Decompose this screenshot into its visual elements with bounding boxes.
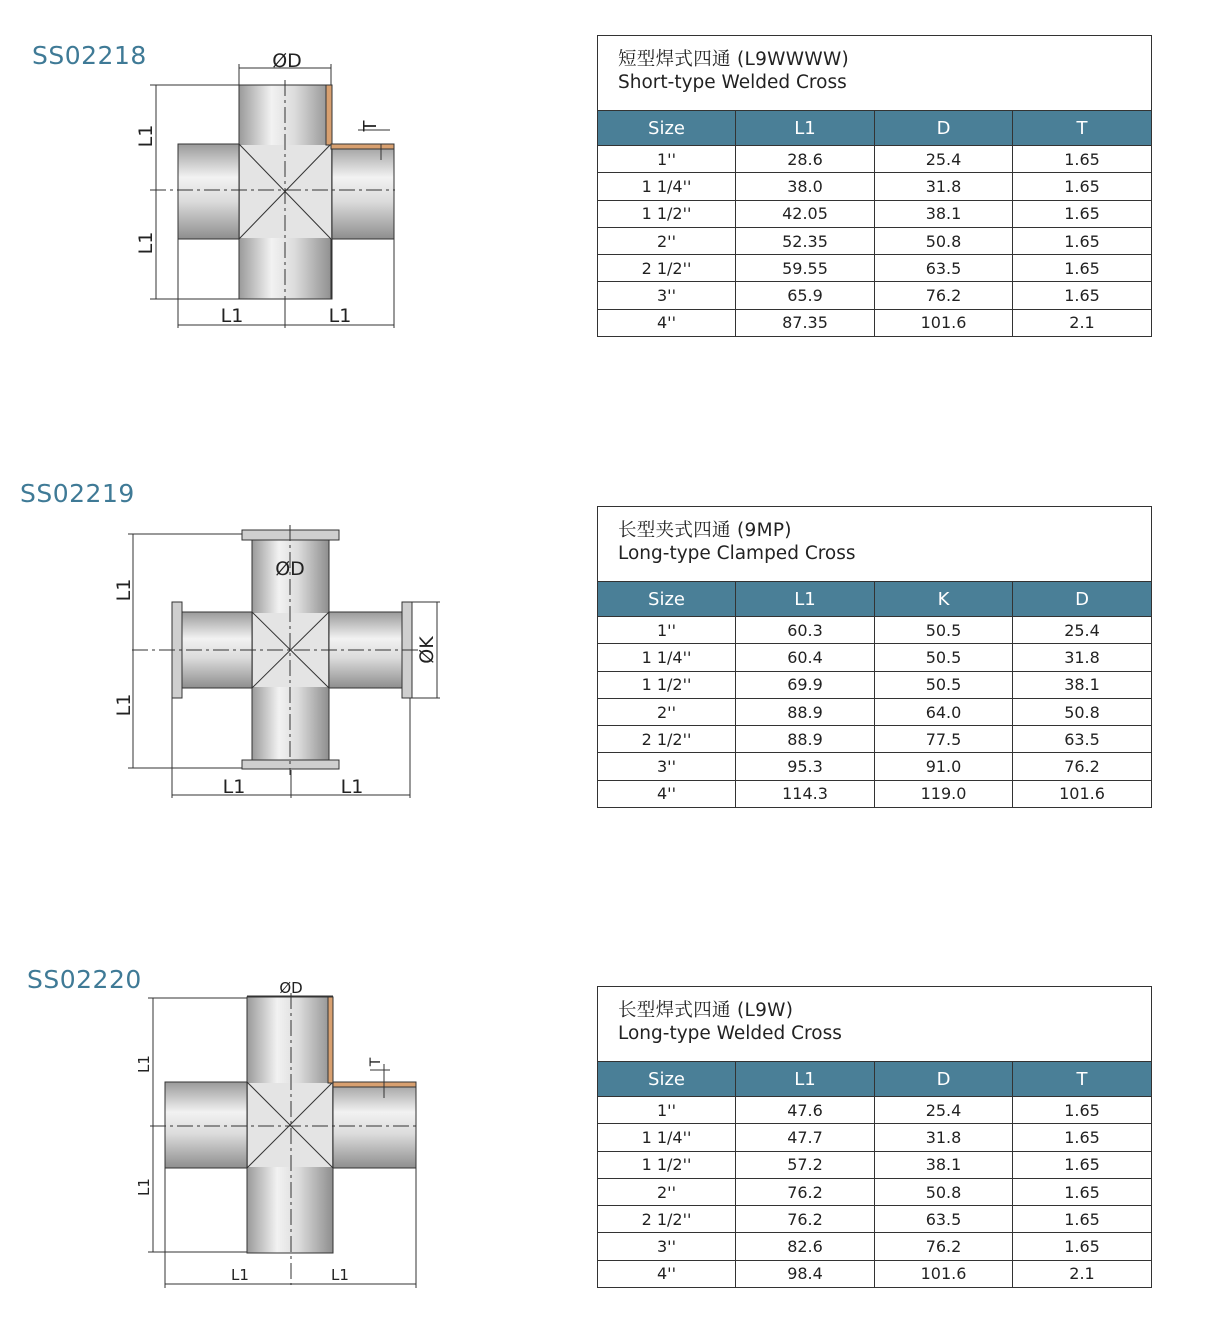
table-cell: 38.1 bbox=[1064, 675, 1100, 695]
table-cell: 2'' bbox=[598, 1179, 736, 1205]
table-cell: 76.2 bbox=[736, 1206, 875, 1232]
table-cell: 50.5 bbox=[875, 644, 1013, 670]
table-row bbox=[598, 1124, 1151, 1151]
table-cell: 2 1/2'' bbox=[598, 1206, 736, 1232]
table-cell: 76.2 bbox=[1064, 757, 1100, 777]
table-cell: 95.3 bbox=[736, 753, 875, 779]
table-cell: 87.35 bbox=[736, 310, 875, 336]
table-cell: 82.6 bbox=[736, 1233, 875, 1259]
table-cell: 1'' bbox=[598, 146, 736, 172]
table-row bbox=[598, 1206, 1151, 1233]
table-row bbox=[598, 644, 1151, 671]
table-cell: 38.0 bbox=[736, 173, 875, 199]
table-cell: 1.65 bbox=[1064, 204, 1100, 224]
table-row bbox=[598, 1179, 1151, 1206]
table-cell: 2 1/2'' bbox=[598, 255, 736, 281]
table-cell: 4'' bbox=[598, 1261, 736, 1287]
table-cell: 101.6 bbox=[875, 1261, 1013, 1287]
table-cell: 1.65 bbox=[1064, 1209, 1100, 1229]
table-cell: 63.5 bbox=[875, 1206, 1013, 1232]
table-header bbox=[598, 1061, 1151, 1097]
table-row bbox=[598, 282, 1151, 309]
table-title-en: Long-type Welded Cross bbox=[618, 1023, 842, 1044]
table-cell: 63.5 bbox=[1064, 729, 1100, 749]
table-row bbox=[598, 1152, 1151, 1179]
table-cell: 1.65 bbox=[1064, 258, 1100, 278]
header-cell: Size bbox=[598, 111, 736, 145]
table-cell: 47.6 bbox=[736, 1097, 875, 1123]
table-body bbox=[598, 1097, 1151, 1287]
table-cell: 76.2 bbox=[736, 1179, 875, 1205]
table-cell: 1.65 bbox=[1064, 286, 1100, 306]
table-row bbox=[598, 699, 1151, 726]
table-row bbox=[598, 726, 1151, 753]
length-label-1c: L1 bbox=[220, 305, 244, 327]
table-cell: 1.65 bbox=[1064, 1155, 1100, 1175]
table-cell: 119.0 bbox=[875, 781, 1013, 807]
table-cell: 91.0 bbox=[875, 753, 1013, 779]
table-cell: 1 1/4'' bbox=[598, 644, 736, 670]
table-cell: 60.4 bbox=[736, 644, 875, 670]
length-label-2c: L1 bbox=[222, 776, 246, 798]
table-row bbox=[598, 753, 1151, 780]
length-label-1d: L1 bbox=[328, 305, 352, 327]
header-cell: T bbox=[1076, 117, 1088, 139]
table-cell: 114.3 bbox=[736, 781, 875, 807]
table-cell: 2.1 bbox=[1069, 1264, 1095, 1284]
table-cell: 98.4 bbox=[736, 1261, 875, 1287]
table-cell: 50.8 bbox=[875, 228, 1013, 254]
table-body bbox=[598, 617, 1151, 807]
header-cell: Size bbox=[598, 582, 736, 616]
header-cell: L1 bbox=[736, 582, 875, 616]
table-cell: 38.1 bbox=[875, 1152, 1013, 1178]
table-cell: 50.8 bbox=[1064, 702, 1100, 722]
table-cell: 50.5 bbox=[875, 672, 1013, 698]
table-cell: 31.8 bbox=[1064, 647, 1100, 667]
table-cell: 3'' bbox=[598, 753, 736, 779]
table-body bbox=[598, 146, 1151, 336]
table-cell: 1'' bbox=[598, 1097, 736, 1123]
table-cell: 2.1 bbox=[1069, 313, 1095, 333]
table-cell: 88.9 bbox=[736, 699, 875, 725]
table-cell: 47.7 bbox=[736, 1124, 875, 1150]
header-cell: D bbox=[1075, 588, 1089, 610]
table-cell: 63.5 bbox=[875, 255, 1013, 281]
table-cell: 1.65 bbox=[1064, 1127, 1100, 1147]
table-title-cn: 长型焊式四通 (L9W) bbox=[618, 1000, 794, 1021]
table-cell: 3'' bbox=[598, 1233, 736, 1259]
table-cell: 1 1/4'' bbox=[598, 1124, 736, 1150]
table-row bbox=[598, 228, 1151, 255]
length-label-3d: L1 bbox=[331, 1266, 349, 1284]
table-cell: 25.4 bbox=[875, 1097, 1013, 1123]
table-row bbox=[598, 781, 1151, 807]
table-cell: 69.9 bbox=[736, 672, 875, 698]
length-label-1a: L1 bbox=[135, 124, 157, 148]
table-cell: 1.65 bbox=[1064, 231, 1100, 251]
table-row bbox=[598, 1097, 1151, 1124]
table-cell: 1 1/2'' bbox=[598, 672, 736, 698]
table-row bbox=[598, 1233, 1151, 1260]
length-label-3c: L1 bbox=[231, 1266, 249, 1284]
product-code-1: SS02218 bbox=[32, 41, 147, 70]
table-row bbox=[598, 201, 1151, 228]
table-cell: 25.4 bbox=[875, 146, 1013, 172]
table-title-1 bbox=[598, 36, 1151, 98]
table-cell: 88.9 bbox=[736, 726, 875, 752]
table-cell: 64.0 bbox=[875, 699, 1013, 725]
table-cell: 38.1 bbox=[875, 201, 1013, 227]
table-cell: 65.9 bbox=[736, 282, 875, 308]
diameter-label-3: ØD bbox=[279, 979, 303, 997]
table-title-en: Long-type Clamped Cross bbox=[618, 543, 856, 564]
table-row bbox=[598, 672, 1151, 699]
table-title-cn: 长型夹式四通 (9MP) bbox=[618, 520, 792, 541]
diameter-label-1: ØD bbox=[272, 50, 302, 72]
thickness-label-3: T bbox=[368, 1057, 384, 1067]
diameter-label-2: ØD bbox=[275, 558, 305, 580]
table-cell: 1 1/4'' bbox=[598, 173, 736, 199]
table-cell: 1 1/2'' bbox=[598, 201, 736, 227]
table-cell: 1'' bbox=[598, 617, 736, 643]
cross-drawing-short-welded bbox=[150, 64, 395, 328]
length-label-2a: L1 bbox=[113, 578, 135, 602]
header-cell: T bbox=[1076, 1068, 1088, 1090]
table-cell: 101.6 bbox=[1059, 784, 1105, 804]
table-cell: 1.65 bbox=[1064, 149, 1100, 169]
header-cell: D bbox=[875, 111, 1013, 145]
table-cell: 2 1/2'' bbox=[598, 726, 736, 752]
table-cell: 1 1/2'' bbox=[598, 1152, 736, 1178]
table-cell: 50.8 bbox=[875, 1179, 1013, 1205]
table-row bbox=[598, 1261, 1151, 1287]
table-cell: 1.65 bbox=[1064, 1100, 1100, 1120]
table-title-en: Short-type Welded Cross bbox=[618, 72, 847, 93]
product-code-3: SS02220 bbox=[27, 965, 142, 994]
table-cell: 57.2 bbox=[736, 1152, 875, 1178]
table-cell: 4'' bbox=[598, 781, 736, 807]
table-title-2 bbox=[598, 507, 1151, 569]
table-cell: 76.2 bbox=[875, 282, 1013, 308]
length-label-2d: L1 bbox=[340, 776, 364, 798]
header-cell: Size bbox=[598, 1062, 736, 1096]
table-cell: 76.2 bbox=[875, 1233, 1013, 1259]
table-title-cn: 短型焊式四通 (L9WWWW) bbox=[618, 49, 850, 70]
length-label-3a: L1 bbox=[135, 1055, 153, 1073]
table-cell: 101.6 bbox=[875, 310, 1013, 336]
spec-table-2 bbox=[597, 506, 1152, 808]
spec-table-3 bbox=[597, 986, 1152, 1288]
thickness-label-1: T bbox=[360, 120, 381, 132]
table-cell: 28.6 bbox=[736, 146, 875, 172]
table-cell: 4'' bbox=[598, 310, 736, 336]
length-label-2b: L1 bbox=[113, 693, 135, 717]
table-cell: 31.8 bbox=[875, 1124, 1013, 1150]
table-cell: 52.35 bbox=[736, 228, 875, 254]
table-cell: 59.55 bbox=[736, 255, 875, 281]
header-cell: D bbox=[875, 1062, 1013, 1096]
table-cell: 2'' bbox=[598, 699, 736, 725]
table-cell: 42.05 bbox=[736, 201, 875, 227]
table-row bbox=[598, 146, 1151, 173]
length-label-1b: L1 bbox=[135, 231, 157, 255]
table-row bbox=[598, 617, 1151, 644]
table-row bbox=[598, 255, 1151, 282]
product-code-2: SS02219 bbox=[20, 479, 135, 508]
table-cell: 1.65 bbox=[1064, 1237, 1100, 1257]
header-cell: L1 bbox=[736, 111, 875, 145]
table-cell: 25.4 bbox=[1064, 620, 1100, 640]
table-cell: 3'' bbox=[598, 282, 736, 308]
table-title-3 bbox=[598, 987, 1151, 1049]
table-cell: 60.3 bbox=[736, 617, 875, 643]
table-row bbox=[598, 173, 1151, 200]
flange-label-2: ØK bbox=[416, 636, 438, 664]
header-cell: K bbox=[875, 582, 1013, 616]
length-label-3b: L1 bbox=[135, 1178, 153, 1196]
table-row bbox=[598, 310, 1151, 336]
spec-table-1 bbox=[597, 35, 1152, 337]
table-cell: 1.65 bbox=[1064, 1182, 1100, 1202]
table-header bbox=[598, 581, 1151, 617]
table-cell: 31.8 bbox=[875, 173, 1013, 199]
table-cell: 50.5 bbox=[875, 617, 1013, 643]
table-cell: 77.5 bbox=[875, 726, 1013, 752]
table-cell: 1.65 bbox=[1064, 176, 1100, 196]
cross-drawing-long-welded bbox=[148, 993, 418, 1288]
table-header bbox=[598, 110, 1151, 146]
table-cell: 2'' bbox=[598, 228, 736, 254]
header-cell: L1 bbox=[736, 1062, 875, 1096]
